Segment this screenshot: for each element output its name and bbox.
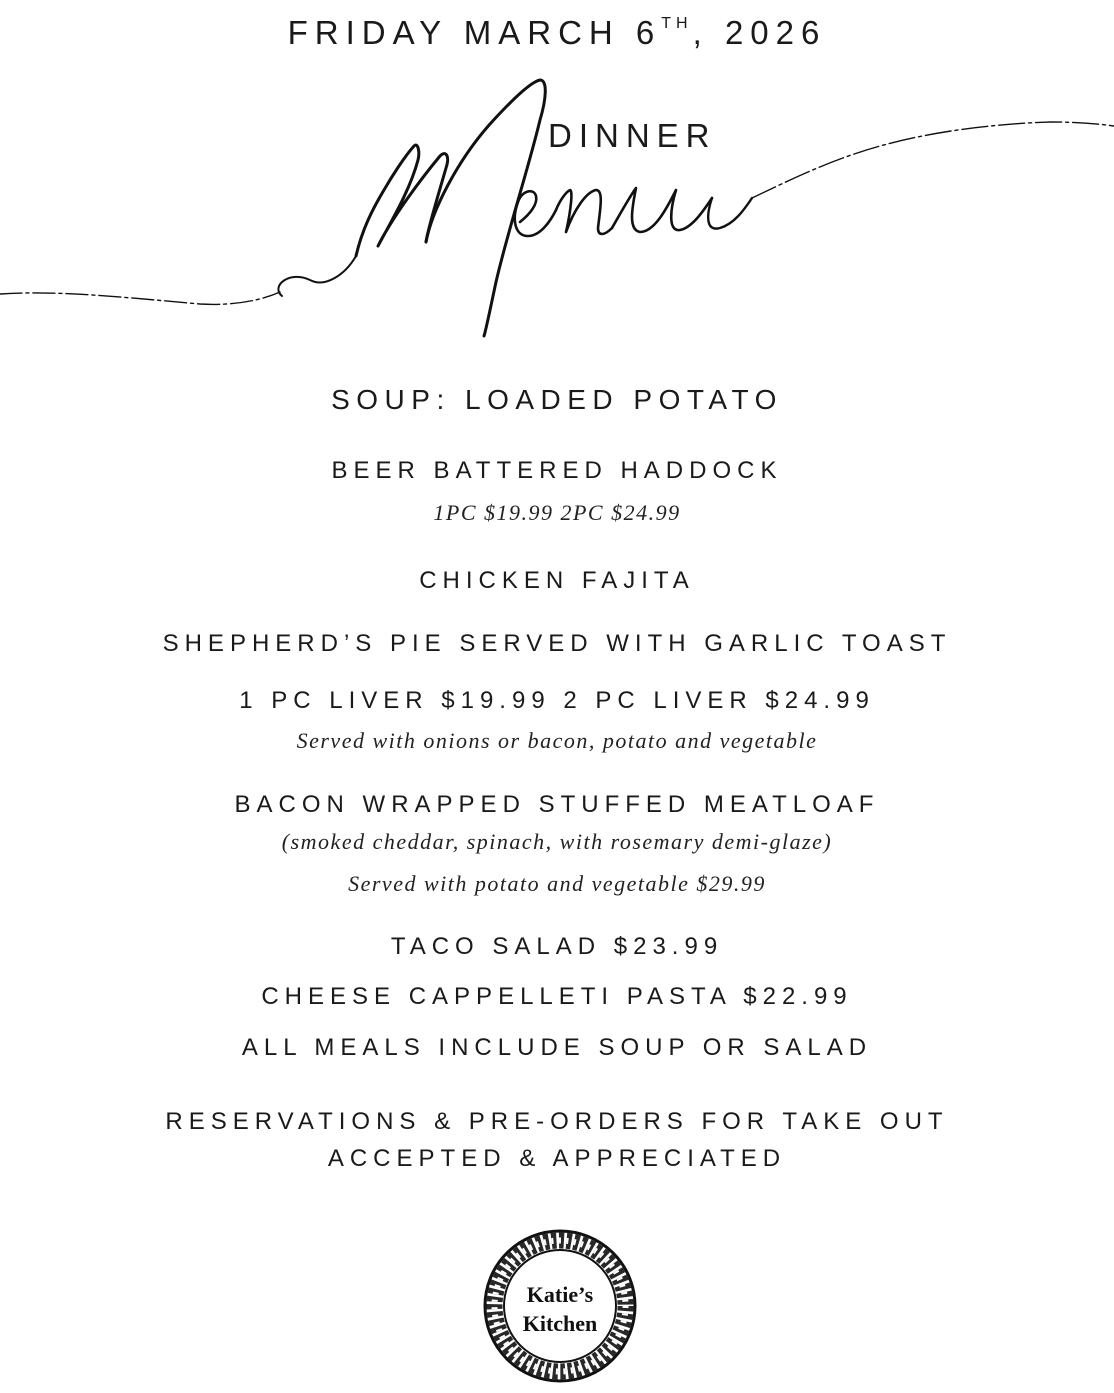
reservations-line-1: RESERVATIONS & PRE-ORDERS FOR TAKE OUT xyxy=(165,1108,949,1135)
menu-item-detail: Served with onions or bacon, potato and vegetable xyxy=(296,728,818,753)
date-main: FRIDAY MARCH 6 xyxy=(287,14,662,51)
menu-item-name: CHICKEN FAJITA xyxy=(419,567,695,594)
reservations-line-2: ACCEPTED & APPRECIATED xyxy=(327,1145,787,1172)
menu-item-detail: Served with potato and vegetable $29.99 xyxy=(348,871,766,896)
logo-line-2: Kitchen xyxy=(522,1311,598,1336)
menu-item-detail: 1PC $19.99 2PC $24.99 xyxy=(433,500,681,525)
menu-item-detail: (smoked cheddar, spinach, with rosemary demi-glaze) xyxy=(281,829,833,854)
katies-kitchen-logo xyxy=(482,1228,638,1384)
menu-item-name: BACON WRAPPED STUFFED MEATLOAF xyxy=(234,791,880,818)
menu-item-name: BEER BATTERED HADDOCK xyxy=(331,457,783,484)
logo-line-1: Katie’s xyxy=(526,1282,594,1307)
menu-item-name: TACO SALAD $23.99 xyxy=(390,933,724,960)
date-year: , 2026 xyxy=(692,14,827,51)
soup-line: SOUP: LOADED POTATO xyxy=(331,384,783,415)
date-suffix: TH xyxy=(661,15,693,32)
menu-item-name: 1 PC LIVER $19.99 2 PC LIVER $24.99 xyxy=(239,687,875,714)
menu-item-name: SHEPHERD’S PIE SERVED WITH GARLIC TOAST xyxy=(162,630,952,657)
menu-script-title xyxy=(0,60,1114,360)
menu-date xyxy=(0,14,1114,52)
meals-note: ALL MEALS INCLUDE SOUP OR SALAD xyxy=(241,1034,873,1061)
menu-item-name: CHEESE CAPPELLETI PASTA $22.99 xyxy=(261,983,853,1010)
dinner-label: DINNER xyxy=(548,117,717,154)
